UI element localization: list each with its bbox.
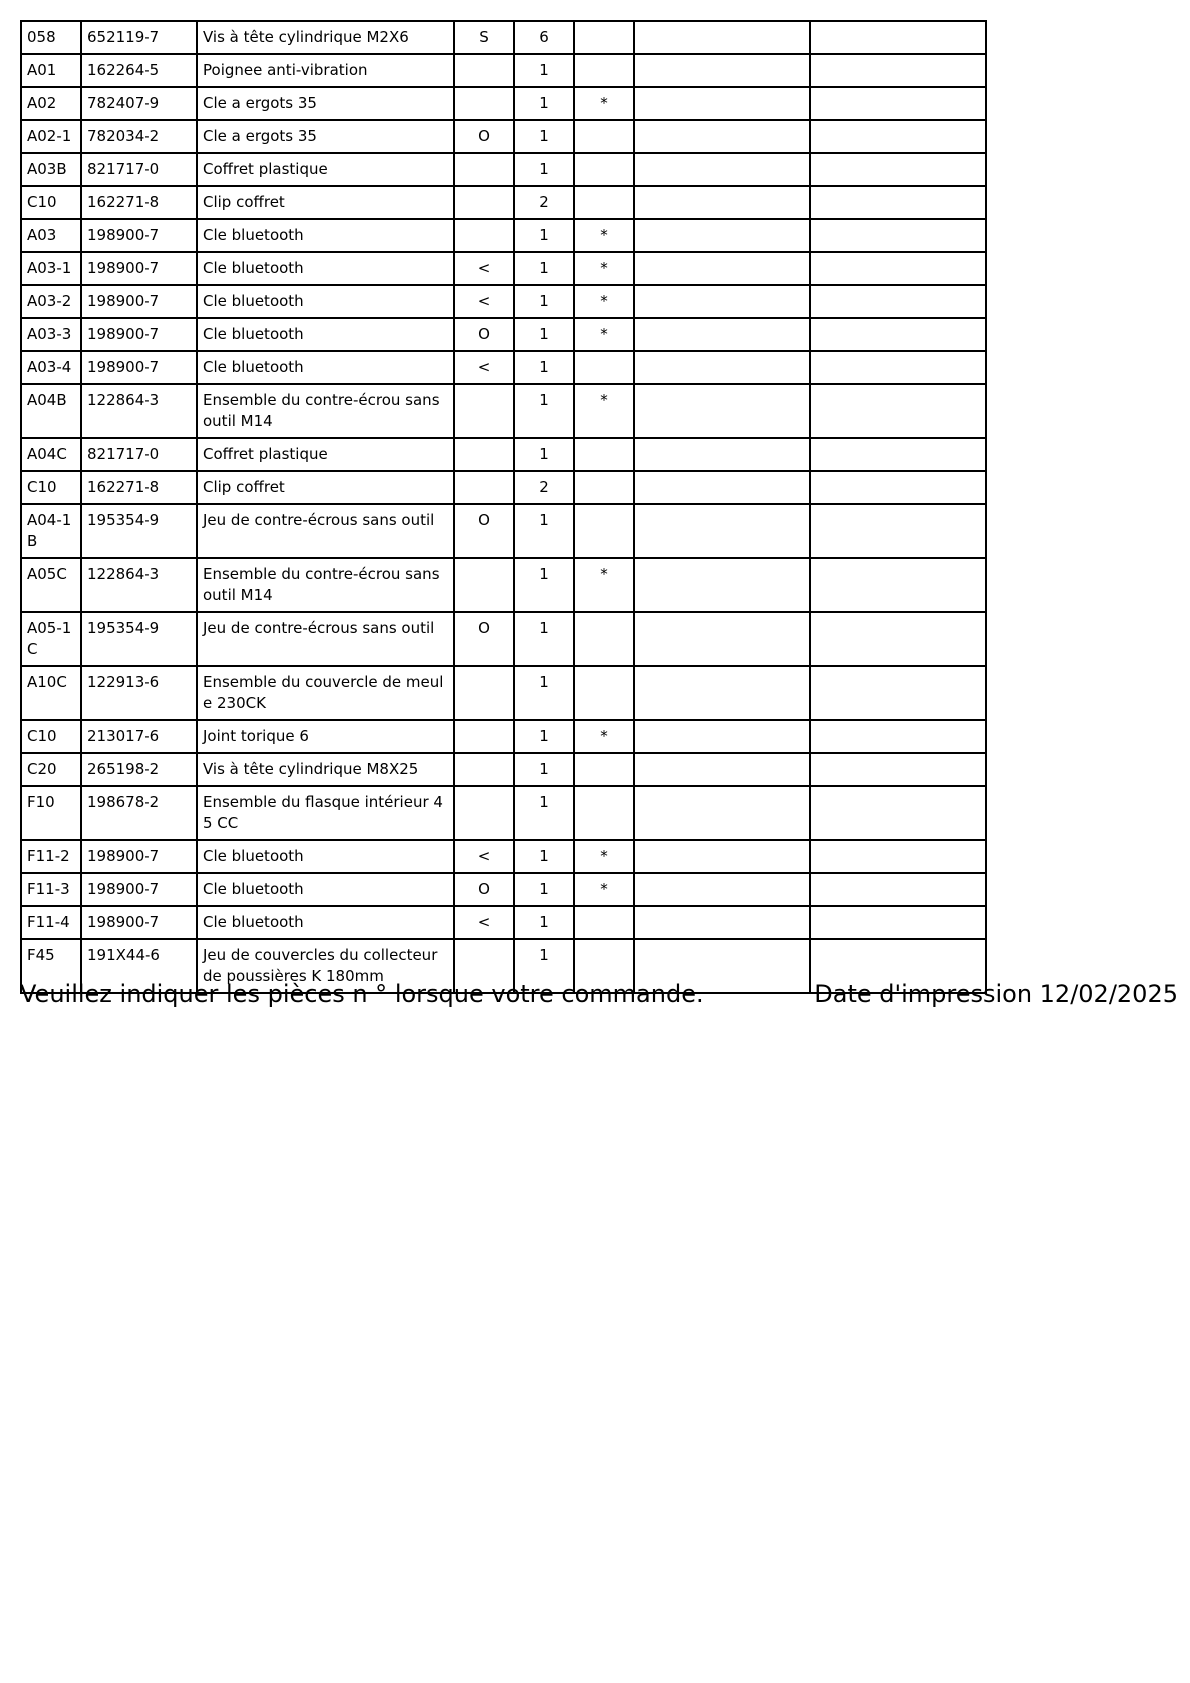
cell-note-star xyxy=(574,504,634,558)
cell-quantity: 1 xyxy=(514,438,574,471)
cell-quantity: 1 xyxy=(514,120,574,153)
cell-part-number: 191X44-6 xyxy=(81,939,197,993)
table-row xyxy=(21,351,986,384)
cell-blank xyxy=(634,351,810,384)
cell-blank xyxy=(634,21,810,54)
table-row xyxy=(21,120,986,153)
cell-ref: F11-4 xyxy=(21,906,81,939)
cell-blank xyxy=(810,753,986,786)
cell-description: Cle bluetooth xyxy=(197,318,454,351)
cell-quantity: 1 xyxy=(514,384,574,438)
cell-ref: C20 xyxy=(21,753,81,786)
cell-part-number: 821717-0 xyxy=(81,438,197,471)
cell-blank xyxy=(810,786,986,840)
cell-description: Cle a ergots 35 xyxy=(197,120,454,153)
cell-note-star: * xyxy=(574,87,634,120)
cell-part-number: 162271-8 xyxy=(81,471,197,504)
cell-description: Cle a ergots 35 xyxy=(197,87,454,120)
table-row xyxy=(21,720,986,753)
cell-part-number: 198900-7 xyxy=(81,873,197,906)
table-row xyxy=(21,438,986,471)
cell-ref: C10 xyxy=(21,186,81,219)
cell-blank xyxy=(810,612,986,666)
cell-quantity: 1 xyxy=(514,54,574,87)
cell-description: Cle bluetooth xyxy=(197,873,454,906)
cell-blank xyxy=(810,504,986,558)
cell-blank xyxy=(810,21,986,54)
cell-description: Clip coffret xyxy=(197,186,454,219)
cell-description: Coffret plastique xyxy=(197,153,454,186)
cell-note-star xyxy=(574,438,634,471)
cell-blank xyxy=(810,285,986,318)
cell-blank xyxy=(634,318,810,351)
cell-mark: < xyxy=(454,351,514,384)
table-row xyxy=(21,87,986,120)
cell-note-star xyxy=(574,786,634,840)
cell-blank xyxy=(810,252,986,285)
cell-blank xyxy=(634,252,810,285)
cell-ref: C10 xyxy=(21,720,81,753)
cell-description: Jeu de contre-écrous sans outil xyxy=(197,612,454,666)
cell-blank xyxy=(634,186,810,219)
cell-mark: S xyxy=(454,21,514,54)
table-row xyxy=(21,219,986,252)
cell-quantity: 1 xyxy=(514,666,574,720)
cell-part-number: 265198-2 xyxy=(81,753,197,786)
cell-quantity: 6 xyxy=(514,21,574,54)
cell-ref: A03B xyxy=(21,153,81,186)
cell-quantity: 1 xyxy=(514,252,574,285)
cell-quantity: 1 xyxy=(514,906,574,939)
cell-ref: A04-1B xyxy=(21,504,81,558)
cell-ref: A03-2 xyxy=(21,285,81,318)
cell-description: Joint torique 6 xyxy=(197,720,454,753)
cell-description: Cle bluetooth xyxy=(197,285,454,318)
cell-mark: O xyxy=(454,612,514,666)
cell-blank xyxy=(634,840,810,873)
cell-quantity: 1 xyxy=(514,753,574,786)
cell-note-star: * xyxy=(574,873,634,906)
cell-quantity: 1 xyxy=(514,504,574,558)
table-row xyxy=(21,153,986,186)
table-row xyxy=(21,786,986,840)
table-row xyxy=(21,873,986,906)
cell-part-number: 198900-7 xyxy=(81,252,197,285)
table-row xyxy=(21,186,986,219)
cell-mark xyxy=(454,54,514,87)
cell-blank xyxy=(634,120,810,153)
cell-mark xyxy=(454,438,514,471)
cell-blank xyxy=(810,906,986,939)
cell-ref: A04C xyxy=(21,438,81,471)
cell-quantity: 1 xyxy=(514,285,574,318)
cell-blank xyxy=(634,54,810,87)
cell-note-star xyxy=(574,120,634,153)
order-note: Veuillez indiquer les pièces n ° lorsque votre commande. xyxy=(20,980,704,1008)
cell-quantity: 1 xyxy=(514,939,574,993)
cell-part-number: 122864-3 xyxy=(81,558,197,612)
parts-table-body xyxy=(21,21,986,993)
cell-part-number: 198900-7 xyxy=(81,219,197,252)
table-row xyxy=(21,753,986,786)
cell-mark: O xyxy=(454,318,514,351)
cell-ref: A05-1C xyxy=(21,612,81,666)
cell-ref: A04B xyxy=(21,384,81,438)
cell-ref: F10 xyxy=(21,786,81,840)
cell-blank xyxy=(810,558,986,612)
cell-ref: A03-1 xyxy=(21,252,81,285)
cell-blank xyxy=(634,87,810,120)
cell-blank xyxy=(634,612,810,666)
cell-part-number: 198900-7 xyxy=(81,906,197,939)
table-row xyxy=(21,384,986,438)
cell-blank xyxy=(634,384,810,438)
cell-description: Cle bluetooth xyxy=(197,351,454,384)
cell-blank xyxy=(634,219,810,252)
cell-part-number: 162264-5 xyxy=(81,54,197,87)
table-row xyxy=(21,504,986,558)
cell-blank xyxy=(634,906,810,939)
cell-mark: O xyxy=(454,504,514,558)
cell-description: Cle bluetooth xyxy=(197,219,454,252)
cell-description: Ensemble du flasque intérieur 45 CC xyxy=(197,786,454,840)
cell-part-number: 213017-6 xyxy=(81,720,197,753)
cell-part-number: 198900-7 xyxy=(81,318,197,351)
cell-part-number: 122913-6 xyxy=(81,666,197,720)
cell-quantity: 1 xyxy=(514,720,574,753)
cell-blank xyxy=(810,186,986,219)
cell-note-star xyxy=(574,906,634,939)
cell-blank xyxy=(810,318,986,351)
cell-part-number: 782407-9 xyxy=(81,87,197,120)
cell-mark xyxy=(454,87,514,120)
cell-blank xyxy=(810,87,986,120)
cell-ref: A10C xyxy=(21,666,81,720)
cell-ref: A03-4 xyxy=(21,351,81,384)
cell-description: Jeu de couvercles du collecteur de poussières K 180mm xyxy=(197,939,454,993)
cell-ref: F11-2 xyxy=(21,840,81,873)
cell-mark xyxy=(454,753,514,786)
cell-note-star: * xyxy=(574,285,634,318)
cell-blank xyxy=(810,384,986,438)
cell-description: Cle bluetooth xyxy=(197,840,454,873)
cell-description: Cle bluetooth xyxy=(197,906,454,939)
cell-description: Vis à tête cylindrique M8X25 xyxy=(197,753,454,786)
table-row xyxy=(21,471,986,504)
table-row xyxy=(21,252,986,285)
cell-quantity: 2 xyxy=(514,186,574,219)
cell-note-star: * xyxy=(574,840,634,873)
cell-mark xyxy=(454,186,514,219)
cell-mark xyxy=(454,666,514,720)
cell-mark xyxy=(454,471,514,504)
print-date: Date d'impression 12/02/2025 xyxy=(814,980,1178,1008)
cell-description: Cle bluetooth xyxy=(197,252,454,285)
cell-note-star: * xyxy=(574,219,634,252)
cell-quantity: 1 xyxy=(514,612,574,666)
cell-mark: < xyxy=(454,840,514,873)
table-row xyxy=(21,612,986,666)
cell-blank xyxy=(634,471,810,504)
cell-blank xyxy=(634,753,810,786)
table-row xyxy=(21,285,986,318)
cell-part-number: 652119-7 xyxy=(81,21,197,54)
cell-mark xyxy=(454,786,514,840)
cell-part-number: 198900-7 xyxy=(81,840,197,873)
cell-note-star xyxy=(574,351,634,384)
cell-ref: F11-3 xyxy=(21,873,81,906)
cell-description: Ensemble du contre-écrou sans outil M14 xyxy=(197,558,454,612)
table-row xyxy=(21,666,986,720)
cell-blank xyxy=(634,873,810,906)
cell-note-star xyxy=(574,612,634,666)
cell-blank xyxy=(810,351,986,384)
cell-note-star: * xyxy=(574,318,634,351)
cell-blank xyxy=(634,720,810,753)
parts-table xyxy=(20,20,987,994)
cell-ref: A01 xyxy=(21,54,81,87)
cell-part-number: 782034-2 xyxy=(81,120,197,153)
cell-quantity: 1 xyxy=(514,87,574,120)
cell-quantity: 1 xyxy=(514,219,574,252)
cell-quantity: 2 xyxy=(514,471,574,504)
cell-blank xyxy=(810,54,986,87)
cell-mark xyxy=(454,558,514,612)
cell-quantity: 1 xyxy=(514,351,574,384)
cell-part-number: 122864-3 xyxy=(81,384,197,438)
cell-note-star xyxy=(574,471,634,504)
cell-part-number: 198900-7 xyxy=(81,285,197,318)
cell-mark xyxy=(454,384,514,438)
cell-blank xyxy=(810,438,986,471)
cell-blank xyxy=(634,558,810,612)
cell-part-number: 195354-9 xyxy=(81,612,197,666)
cell-note-star: * xyxy=(574,384,634,438)
cell-ref: 058 xyxy=(21,21,81,54)
cell-quantity: 1 xyxy=(514,318,574,351)
cell-part-number: 162271-8 xyxy=(81,186,197,219)
cell-mark: O xyxy=(454,120,514,153)
cell-blank xyxy=(810,720,986,753)
cell-quantity: 1 xyxy=(514,558,574,612)
cell-part-number: 195354-9 xyxy=(81,504,197,558)
cell-blank xyxy=(634,504,810,558)
cell-note-star: * xyxy=(574,720,634,753)
cell-quantity: 1 xyxy=(514,153,574,186)
cell-note-star xyxy=(574,666,634,720)
cell-blank xyxy=(634,285,810,318)
cell-blank xyxy=(810,873,986,906)
cell-description: Poignee anti-vibration xyxy=(197,54,454,87)
cell-ref: F45 xyxy=(21,939,81,993)
cell-mark: < xyxy=(454,906,514,939)
cell-ref: A03-3 xyxy=(21,318,81,351)
cell-mark xyxy=(454,219,514,252)
cell-note-star xyxy=(574,54,634,87)
cell-blank xyxy=(810,219,986,252)
cell-note-star xyxy=(574,21,634,54)
cell-mark: < xyxy=(454,252,514,285)
cell-blank xyxy=(810,153,986,186)
cell-blank xyxy=(810,666,986,720)
cell-description: Vis à tête cylindrique M2X6 xyxy=(197,21,454,54)
cell-description: Jeu de contre-écrous sans outil xyxy=(197,504,454,558)
cell-note-star xyxy=(574,153,634,186)
cell-quantity: 1 xyxy=(514,873,574,906)
cell-note-star xyxy=(574,753,634,786)
cell-mark: O xyxy=(454,873,514,906)
table-row xyxy=(21,840,986,873)
cell-description: Ensemble du couvercle de meule 230CK xyxy=(197,666,454,720)
cell-mark xyxy=(454,720,514,753)
cell-part-number: 821717-0 xyxy=(81,153,197,186)
cell-mark xyxy=(454,153,514,186)
table-row xyxy=(21,558,986,612)
cell-blank xyxy=(634,438,810,471)
table-row xyxy=(21,21,986,54)
cell-blank xyxy=(810,840,986,873)
cell-quantity: 1 xyxy=(514,840,574,873)
cell-blank xyxy=(634,786,810,840)
cell-blank xyxy=(810,120,986,153)
cell-part-number: 198900-7 xyxy=(81,351,197,384)
table-row xyxy=(21,906,986,939)
cell-blank xyxy=(634,153,810,186)
table-row xyxy=(21,318,986,351)
cell-note-star xyxy=(574,186,634,219)
cell-part-number: 198678-2 xyxy=(81,786,197,840)
table-row xyxy=(21,54,986,87)
cell-blank xyxy=(810,471,986,504)
cell-mark: < xyxy=(454,285,514,318)
cell-description: Coffret plastique xyxy=(197,438,454,471)
cell-description: Ensemble du contre-écrou sans outil M14 xyxy=(197,384,454,438)
cell-note-star: * xyxy=(574,558,634,612)
cell-note-star: * xyxy=(574,252,634,285)
cell-blank xyxy=(634,666,810,720)
cell-ref: A05C xyxy=(21,558,81,612)
cell-ref: C10 xyxy=(21,471,81,504)
cell-ref: A02 xyxy=(21,87,81,120)
cell-quantity: 1 xyxy=(514,786,574,840)
cell-ref: A02-1 xyxy=(21,120,81,153)
cell-ref: A03 xyxy=(21,219,81,252)
cell-description: Clip coffret xyxy=(197,471,454,504)
